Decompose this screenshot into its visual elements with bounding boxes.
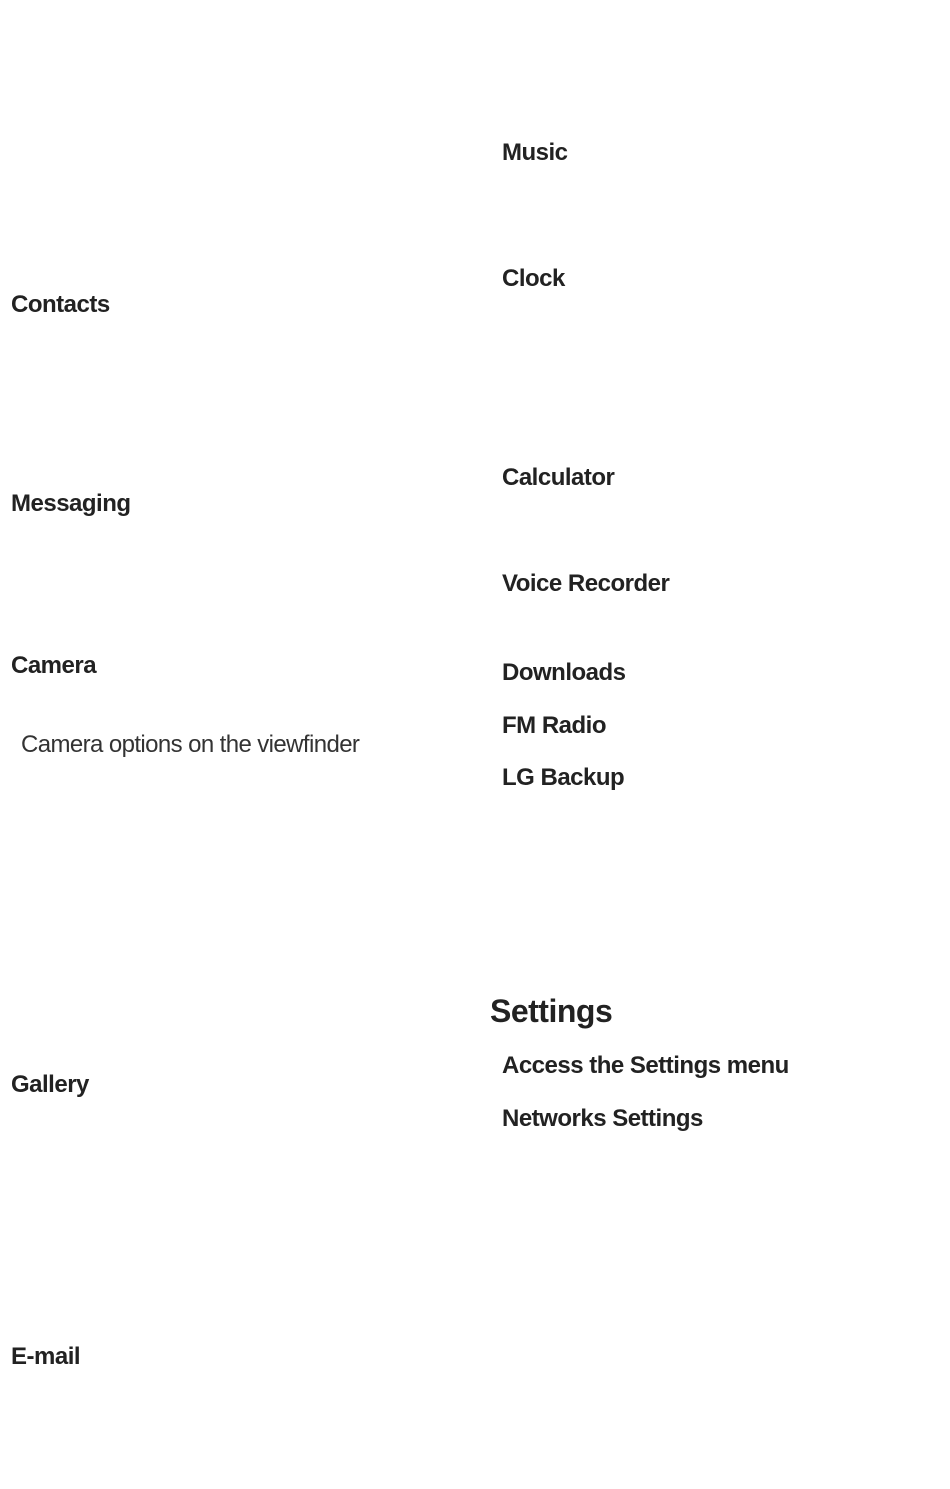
contacts-heading: Contacts (11, 291, 110, 318)
clock-heading: Clock (502, 265, 565, 292)
messaging-heading: Messaging (11, 490, 131, 517)
calculator-heading: Calculator (502, 464, 615, 491)
fm-radio-heading: FM Radio (502, 712, 606, 739)
gallery-heading: Gallery (11, 1071, 89, 1098)
settings-section-title: Settings (490, 993, 613, 1029)
music-heading: Music (502, 139, 568, 166)
networks-settings-heading: Networks Settings (502, 1105, 703, 1132)
camera-heading: Camera (11, 652, 97, 679)
access-settings-heading: Access the Settings menu (502, 1052, 789, 1079)
camera-options-caption: Camera options on the viewfinder (21, 731, 360, 758)
downloads-heading: Downloads (502, 659, 626, 686)
email-heading: E-mail (11, 1343, 81, 1370)
voice-recorder-heading: Voice Recorder (502, 570, 670, 597)
lg-backup-heading: LG Backup (502, 764, 625, 791)
